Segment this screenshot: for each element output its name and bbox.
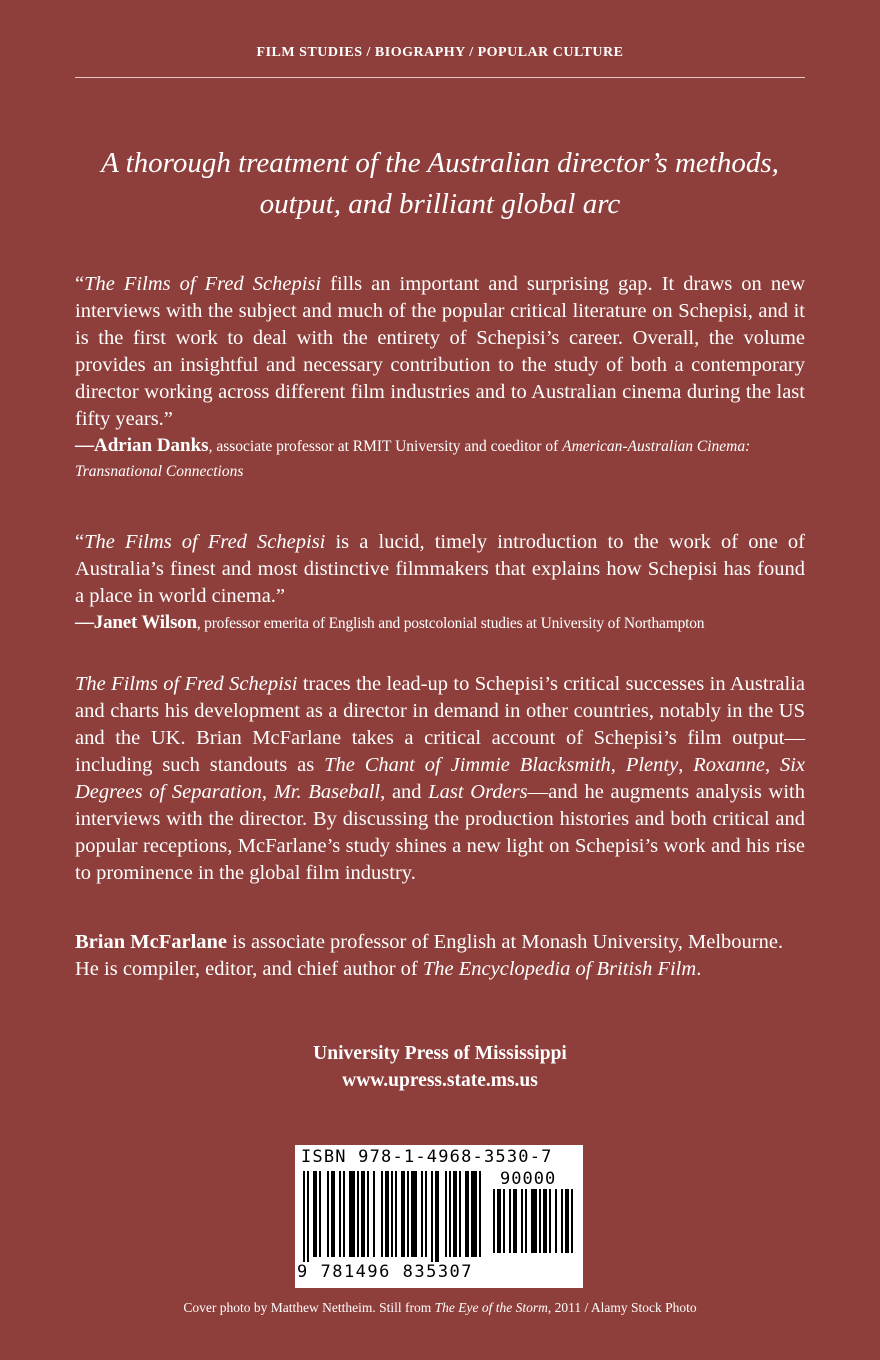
barcode-bar (465, 1171, 469, 1257)
header-divider (75, 77, 805, 78)
book-title: The Films of Fred Schepisi (84, 273, 322, 295)
barcode-bar (453, 1171, 457, 1257)
barcode-bar (445, 1171, 447, 1257)
barcode-bar (385, 1171, 389, 1257)
barcode-bar (503, 1189, 505, 1253)
barcode-bar (307, 1171, 309, 1265)
barcode-bar (391, 1171, 393, 1257)
barcode-bar (303, 1171, 305, 1265)
barcode-bar (525, 1189, 527, 1253)
blurb-danks-attribution: —Adrian Danks, associate professor at RMIT University and coeditor of American-Australian Cinema: Transnational Connections (75, 435, 751, 480)
barcode-bar (509, 1189, 511, 1253)
barcode-bar (407, 1171, 409, 1257)
barcode-bar (459, 1171, 461, 1257)
tagline (60, 143, 820, 225)
barcode-bar (411, 1171, 417, 1257)
price-code: 90000 (500, 1169, 557, 1189)
barcode-bar (343, 1171, 345, 1257)
barcode-bar (361, 1171, 365, 1257)
barcode-bar (425, 1171, 427, 1257)
publisher-name: University Press of Mississippi (313, 1043, 567, 1064)
barcode-bar (313, 1171, 317, 1257)
barcode-bar (555, 1189, 557, 1253)
barcode-bar (565, 1189, 569, 1253)
barcode-bar (561, 1189, 563, 1253)
price-barcode-bars (493, 1189, 575, 1281)
barcode-bar (543, 1189, 547, 1253)
barcode-bar (327, 1171, 329, 1257)
blurb-danks (75, 271, 805, 484)
barcode-bar (331, 1171, 335, 1257)
publisher-url[interactable]: www.upress.state.ms.us (342, 1070, 538, 1091)
book-description: The Films of Fred Schepisi traces the lead-up to Schepisi’s critical successes in Australia and charts his development as a director in demand in other countries, notably in the US and the UK. Brian McFarlane takes a critical account of Schepisi’s film output—including such standouts as The Chant of Jimmie Blacksmith, Plenty, Roxanne, Six Degrees of Separation, Mr. Baseball, and Last Orders—and he augments analysis with interviews with the director. By discussing the production histories and both critical and popular receptions, McFarlane’s study shines a new light on Schepisi’s work and his rise to prominence in the global film industry. (75, 673, 806, 884)
isbn-barcode (295, 1145, 583, 1288)
barcode-bar (435, 1171, 439, 1265)
category-label: FILM STUDIES / BIOGRAPHY / POPULAR CULTURE (256, 45, 624, 60)
barcode-bar (539, 1189, 541, 1253)
author-bio: Brian McFarlane is associate professor of English at Monash University, Melbourne. He is compiler, editor, and chief author of The Encyclopedia of British Film. (75, 931, 784, 980)
barcode-bar (449, 1171, 451, 1257)
barcode-bar (513, 1189, 517, 1253)
barcode-bar (497, 1189, 501, 1253)
blurb-wilson-attribution: —Janet Wilson, professor emerita of English and postcolonial studies at University of Northampton (75, 612, 705, 633)
barcode-bar (521, 1189, 523, 1253)
barcode-bar (339, 1171, 341, 1257)
barcode-bar (493, 1189, 495, 1253)
blurb-wilson-quote: “The Films of Fred Schepisi is a lucid, timely introduction to the work of one of Australia’s finest and most distinctive filmmakers that explains how Schepisi has found a place in world cinema.” (75, 531, 805, 607)
barcode-bar (349, 1171, 355, 1257)
barcode-bar (421, 1171, 423, 1257)
tagline-line-2: output, and brilliant global arc (259, 188, 621, 220)
book-title: The Films of Fred Schepisi (84, 531, 326, 553)
barcode-bar (367, 1171, 369, 1257)
barcode-bar (479, 1171, 481, 1257)
isbn-label: ISBN 978-1-4968-3530-7 (301, 1147, 553, 1167)
tagline-line-1: A thorough treatment of the Australian director’s methods, (101, 147, 779, 179)
barcode-bar (549, 1189, 551, 1253)
barcode-bar (531, 1189, 537, 1253)
barcode-bar (319, 1171, 321, 1257)
ean-digits: 9 781496 835307 (297, 1262, 487, 1282)
ean-barcode-bars (303, 1171, 485, 1265)
barcode-bar (401, 1171, 405, 1257)
author-name: Brian McFarlane (75, 931, 228, 953)
blurb-author: —Adrian Danks (75, 435, 209, 456)
barcode-bar (471, 1171, 477, 1257)
barcode-bar (357, 1171, 359, 1257)
barcode-bar (571, 1189, 573, 1253)
barcode-bar (431, 1171, 433, 1265)
barcode-bar (381, 1171, 383, 1257)
publisher-block (0, 1040, 880, 1094)
barcode-bar (373, 1171, 375, 1257)
blurb-danks-quote: “The Films of Fred Schepisi fills an important and surprising gap. It draws on new interviews with the subject and much of the popular critical literature on Schepisi, and it is the first work to deal with the entirety of Schepisi’s career. Overall, the volume provides an insightful and necessary contribution to the study of both a contemporary director working across different film industries and to Australian cinema during the last fifty years.” (75, 273, 806, 430)
photo-credit: Cover photo by Matthew Nettheim. Still from The Eye of the Storm, 2011 / Alamy Stock Photo (183, 1300, 697, 1315)
blurb-author: —Janet Wilson (75, 612, 197, 633)
blurb-wilson (75, 529, 805, 636)
barcode-bar (395, 1171, 397, 1257)
